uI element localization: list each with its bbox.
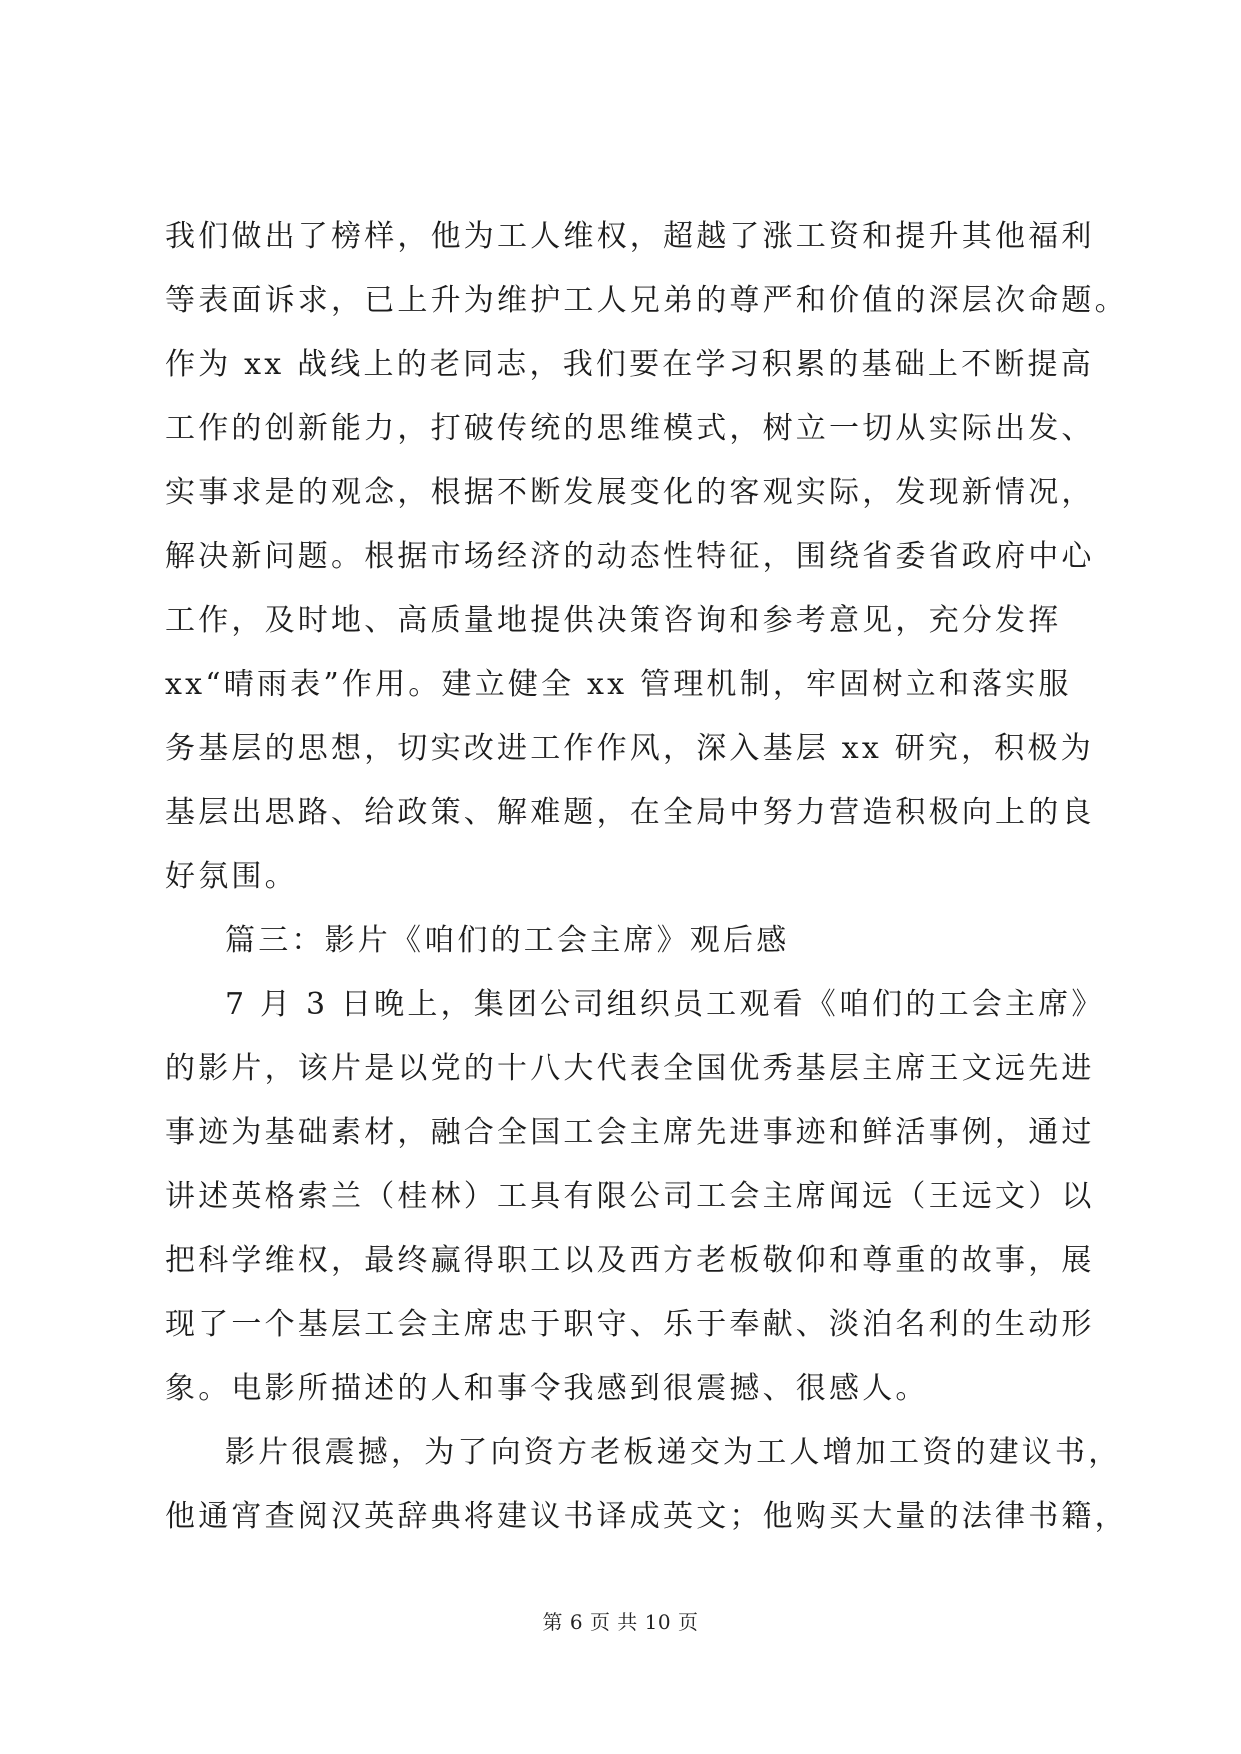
paragraph-line: 影片很震撼，为了向资方老板递交为工人增加工资的建议书， (225, 1435, 1122, 1470)
paragraph-line: 的影片，该片是以党的十八大代表全国优秀基层主席王文远先进 (165, 1051, 1095, 1086)
paragraph-line: 象。电影所描述的人和事令我感到很震撼、很感人。 (165, 1371, 929, 1406)
paragraph-line: 好氛围。 (165, 859, 298, 894)
page-footer: 第 6 页 共 10 页 (542, 1610, 699, 1634)
paragraph-line: 讲述英格索兰（桂林）工具有限公司工会主席闻远（王远文）以 (165, 1179, 1095, 1214)
paragraph-line: 务基层的思想，切实改进工作作风，深入基层 xx 研究，积极为 (165, 731, 1094, 766)
paragraph-line: 现了一个基层工会主席忠于职守、乐于奉献、淡泊名利的生动形 (165, 1307, 1095, 1342)
paragraph-line: 7 月 3 日晚上，集团公司组织员工观看《咱们的工会主席》 (225, 987, 1105, 1022)
paragraph-line: 事迹为基础素材，融合全国工会主席先进事迹和鲜活事例，通过 (165, 1115, 1095, 1150)
paragraph-line: 他通宵查阅汉英辞典将建议书译成英文；他购买大量的法律书籍， (165, 1499, 1128, 1534)
paragraph-line: 解决新问题。根据市场经济的动态性特征，围绕省委省政府中心 (165, 539, 1095, 574)
paragraph-line: 我们做出了榜样，他为工人维权，超越了涨工资和提升其他福利 (165, 219, 1095, 254)
paragraph-line: 实事求是的观念，根据不断发展变化的客观实际，发现新情况， (165, 475, 1095, 510)
paragraph-line: 工作的创新能力，打破传统的思维模式，树立一切从实际出发、 (165, 411, 1095, 446)
paragraph-line: 作为 xx 战线上的老同志，我们要在学习积累的基础上不断提高 (165, 347, 1094, 382)
paragraph-line: xx“晴雨表”作用。建立健全 xx 管理机制，牢固树立和落实服 (165, 667, 1072, 702)
paragraph-line: 把科学维权，最终赢得职工以及西方老板敬仰和尊重的故事，展 (165, 1243, 1095, 1278)
section-heading: 篇三：影片《咱们的工会主席》观后感 (225, 923, 790, 958)
paragraph-line: 基层出思路、给政策、解难题，在全局中努力营造积极向上的良 (165, 795, 1095, 830)
paragraph-line: 等表面诉求，已上升为维护工人兄弟的尊严和价值的深层次命题。 (165, 283, 1128, 318)
paragraph-line: 工作，及时地、高质量地提供决策咨询和参考意见，充分发挥 (165, 603, 1062, 638)
